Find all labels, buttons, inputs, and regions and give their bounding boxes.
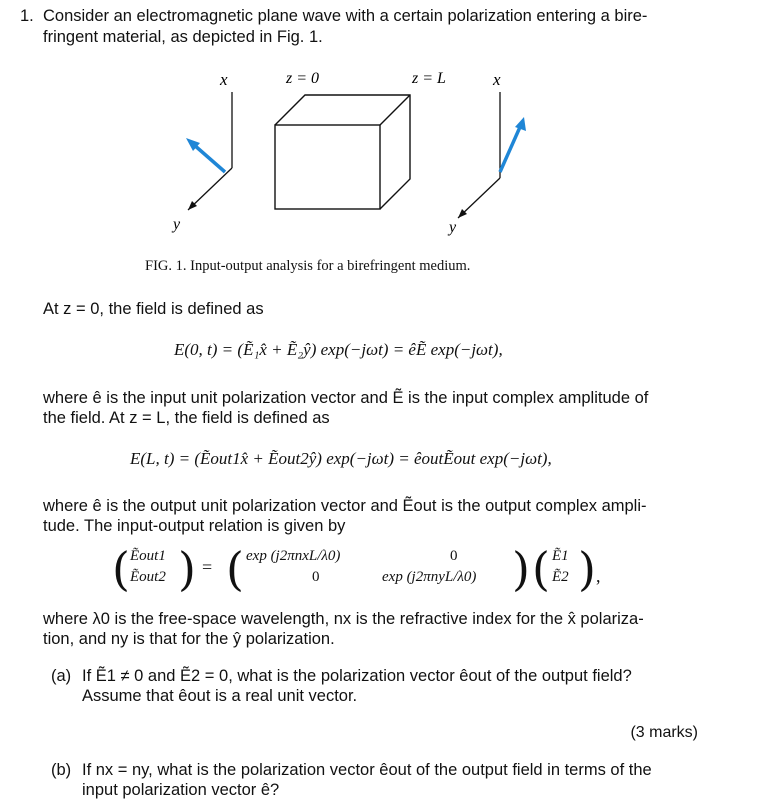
at-z0-text: At z = 0, the field is defined as [43,300,264,318]
part-a-marks: (3 marks) [630,724,698,741]
question-number: 1. [20,7,34,25]
part-b-line1: If nx = ny, what is the polarization vector êout of the output field in terms of the [82,761,652,779]
equation-output-field: E(L, t) = (Ẽout1x̂ + Ẽout2ŷ) exp(−jωt) = êoutẼout exp(−jωt), [130,449,552,468]
matrix-m11: exp (j2πnxL/λ0) [246,548,341,564]
where2-line1: where ê is the output unit polarization vector and Ẽout is the output complex ampli- [43,497,647,515]
part-b-label: (b) [51,761,72,779]
figure-label-y-left: y [173,216,181,233]
equation-input-field: E(0, t) = (Ẽ₁x̂ + Ẽ₂ŷ) exp(−jωt) = êẼ exp(−jωt), [174,340,503,359]
output-polarization-arrow [500,127,520,172]
figure-label-x-left: x [220,70,228,89]
birefringent-medium-box [275,95,410,209]
where3-line1: where λ0 is the free-space wavelength, nx is the refractive index for the x̂ polariza- [43,610,644,628]
part-b-line2: input polarization vector ê? [82,781,280,799]
matrix-equation: ( Ẽout1 Ẽout2 ) = ( exp (j2πnxL/λ0) 0 0 exp (j2πnyL/λ0) ) ( Ẽ1 Ẽ2 ) , [112,542,601,596]
matrix-m22: exp (j2πnyL/λ0) [382,569,477,585]
matrix-rhs-top: Ẽ1 [552,548,569,564]
question-intro-line1: Consider an electromagnetic plane wave with a certain polarization entering a bire- [43,7,648,25]
figure-label-y-right: y [449,219,457,236]
part-a-label: (a) [51,667,72,685]
matrix-lhs-bottom: Ẽout2 [130,569,166,585]
birefringent-figure [0,0,764,290]
where1-line2: the field. At z = L, the field is defined as [43,409,330,427]
matrix-m12: 0 [450,548,458,564]
matrix-equals: = [202,557,213,577]
figure-label-z0: z = 0 [286,70,320,87]
output-polarization-arrowhead [515,117,526,131]
where2-line2: tude. The input-output relation is given by [43,517,346,535]
figure-caption: FIG. 1. Input-output analysis for a birefringent medium. [145,258,471,274]
matrix-lhs-top: Ẽout1 [130,548,166,564]
part-a-line2: Assume that êout is a real unit vector. [82,687,358,705]
matrix-rhs-bottom: Ẽ2 [552,569,569,585]
figure-label-x-right: x [493,70,501,89]
part-a-line1: If Ẽ1 ≠ 0 and Ẽ2 = 0, what is the polarization vector êout of the output field? [82,667,632,685]
question-intro-line2: fringent material, as depicted in Fig. 1. [43,28,323,46]
where1-line1: where ê is the input unit polarization vector and Ẽ is the input complex amplitude of [43,389,649,407]
input-polarization-arrow [193,144,225,172]
matrix-m21: 0 [312,569,320,585]
figure-label-zL: z = L [412,70,446,87]
where3-line2: tion, and ny is that for the ŷ polarization. [43,630,335,648]
